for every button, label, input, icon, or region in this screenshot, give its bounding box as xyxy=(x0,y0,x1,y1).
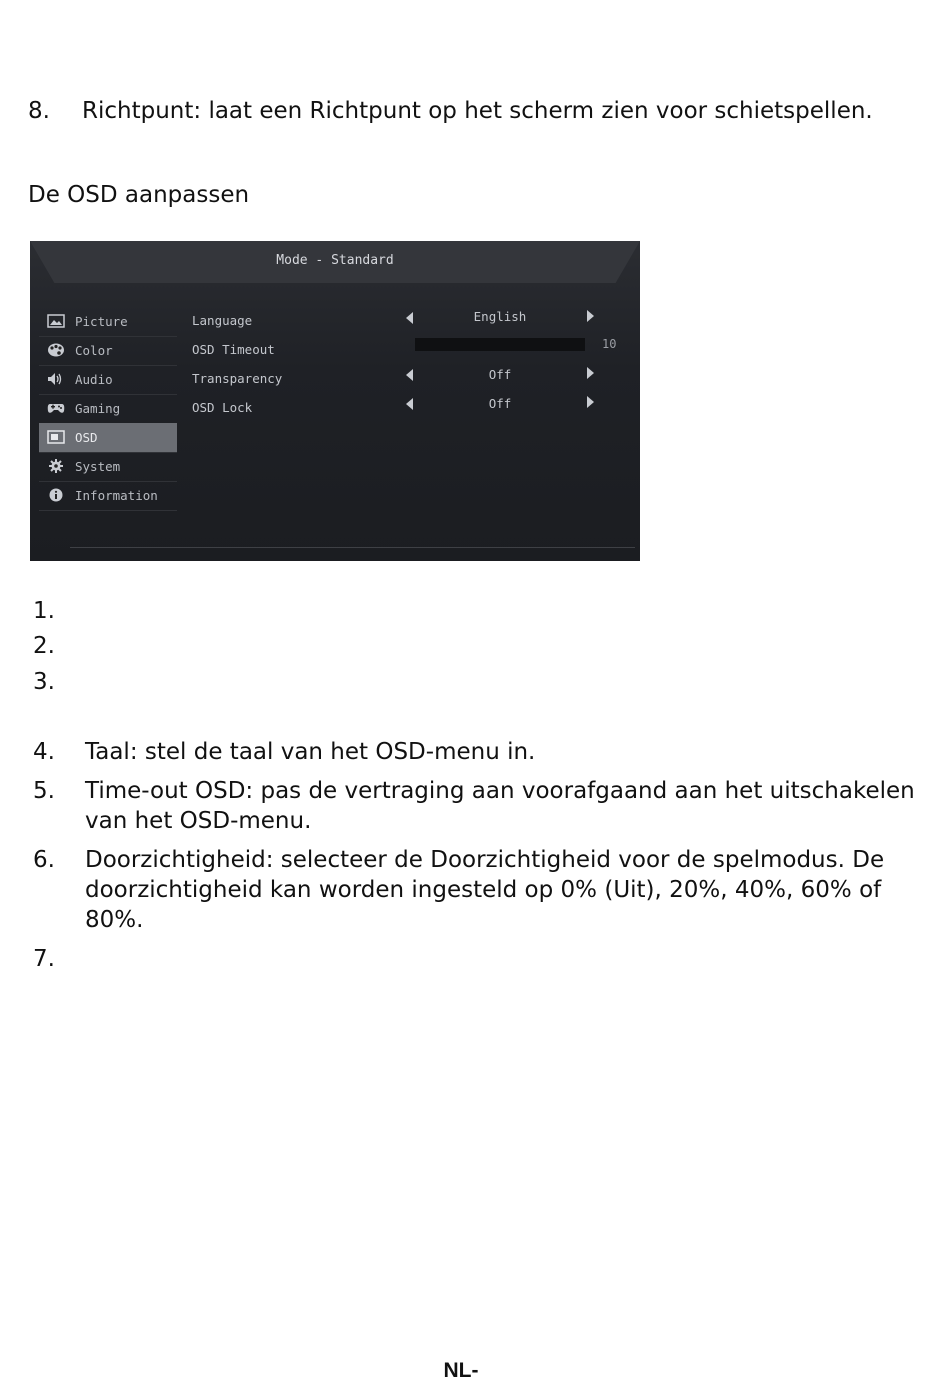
osd-icon xyxy=(47,430,65,444)
sidebar-item-gaming[interactable] xyxy=(39,394,177,424)
item-text: Time-out OSD: pas de vertraging aan voorafgaand aan het uitschakelen van het OSD-menu. xyxy=(85,778,915,834)
sidebar-item-audio[interactable] xyxy=(39,365,177,395)
osd-timeout-slider[interactable] xyxy=(415,338,585,351)
osd-lock-value: Off xyxy=(488,396,512,411)
osd-menu-photo xyxy=(30,241,640,561)
item-number: 6. xyxy=(33,847,55,873)
osd-mode-title: Mode - Standard xyxy=(276,253,394,268)
item-text: Richtpunt: laat een Richtpunt op het scherm zien voor schietspellen. xyxy=(82,98,873,124)
transparency-label: Transparency xyxy=(192,371,283,386)
transparency-next-arrow-icon[interactable] xyxy=(587,367,594,379)
list-item-5 xyxy=(33,776,923,836)
osd-lock-label: OSD Lock xyxy=(192,400,253,415)
transparency-prev-arrow-icon[interactable] xyxy=(406,369,413,381)
sidebar-item-system[interactable] xyxy=(39,452,177,482)
page-footer: NL- xyxy=(443,1359,479,1382)
item-number: 4. xyxy=(33,739,55,765)
palette-icon xyxy=(47,343,65,357)
item-number: 8. xyxy=(28,98,50,124)
osd-timeout-value: 10 xyxy=(602,337,617,351)
gamepad-icon xyxy=(47,401,65,415)
sidebar-item-label: System xyxy=(75,459,121,474)
sidebar-item-osd[interactable] xyxy=(39,423,177,453)
language-label: Language xyxy=(192,313,253,328)
sidebar-item-picture[interactable] xyxy=(39,307,177,337)
item-number: 3. xyxy=(33,669,55,695)
sidebar-item-label: Picture xyxy=(75,314,128,329)
sidebar-item-color[interactable] xyxy=(39,336,177,366)
sidebar-item-label: Information xyxy=(75,488,158,503)
osd-lock-prev-arrow-icon[interactable] xyxy=(406,398,413,410)
osd-bottom-divider xyxy=(70,547,635,548)
sidebar-item-label: Color xyxy=(75,343,113,358)
transparency-value: Off xyxy=(488,367,512,382)
list-item-4 xyxy=(33,737,923,767)
section-heading: De OSD aanpassen xyxy=(28,182,250,208)
sidebar-item-information[interactable] xyxy=(39,481,177,511)
list-item-6 xyxy=(33,845,923,935)
list-item-8 xyxy=(28,96,928,126)
item-number: 1. xyxy=(33,598,55,624)
picture-icon xyxy=(47,314,65,328)
item-number: 2. xyxy=(33,633,55,659)
sidebar-item-label: Audio xyxy=(75,372,113,387)
item-number: 5. xyxy=(33,778,55,804)
speaker-icon xyxy=(47,372,65,386)
item-text: Taal: stel de taal van het OSD-menu in. xyxy=(85,739,536,765)
language-prev-arrow-icon[interactable] xyxy=(406,312,413,324)
item-text: Doorzichtigheid: selecteer de Doorzichtigheid voor de spelmodus. De doorzichtigheid kan worden ingesteld op 0% (Uit), 20%, 40%, 60% of 80%. xyxy=(85,847,885,933)
osd-timeout-label: OSD Timeout xyxy=(192,342,275,357)
gear-icon xyxy=(47,459,65,473)
language-next-arrow-icon[interactable] xyxy=(587,310,594,322)
sidebar-item-label: Gaming xyxy=(75,401,121,416)
sidebar-item-label: OSD xyxy=(75,430,98,445)
info-icon xyxy=(47,488,65,502)
item-number: 7. xyxy=(33,946,55,972)
language-value: English xyxy=(473,309,527,324)
osd-lock-next-arrow-icon[interactable] xyxy=(587,396,594,408)
